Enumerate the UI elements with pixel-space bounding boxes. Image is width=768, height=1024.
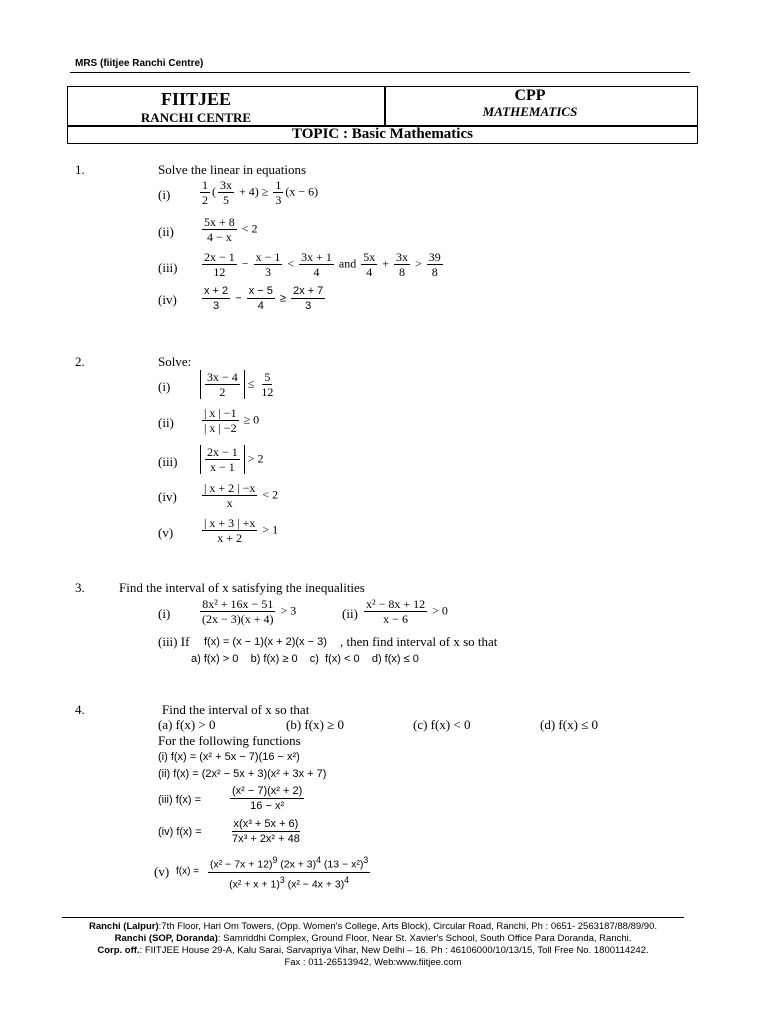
q3-number: 3. <box>75 580 85 595</box>
document-source-line: MRS (fiitjee Ranchi Centre) <box>75 58 204 69</box>
q1-part-iii-label: (iii) <box>158 260 178 275</box>
q4-function-i: (i) f(x) = (x² + 5x − 7)(16 − x²) <box>158 751 300 763</box>
footer-line-corp <box>62 945 684 956</box>
footer-doranda-label: Ranchi (SOP, Doranda) <box>114 933 218 944</box>
footer-lalpur-label: Ranchi (Lalpur) <box>88 921 159 932</box>
q1-part-iii-expression: $\frac{2x - 1}{12}$ − $\frac{x - 1}{3}$ < $\frac{3x + 1}{4}$ and $\frac{5x}{4}$ + $\frac{3x}{8}$ > $\frac{39}{8}$ <box>204 250 441 279</box>
q1-and-word: and <box>338 256 357 271</box>
q3-text: Find the interval of x satisfying the inequalities <box>119 580 365 595</box>
q4-option-b: (b) f(x) ≥ 0 <box>286 717 345 732</box>
q1-text: Solve the linear in equations <box>158 162 307 177</box>
cpp-label: CPP <box>514 87 546 104</box>
q2-text: Solve: <box>158 354 192 369</box>
subject-label: MATHEMATICS <box>482 104 578 119</box>
footer-lalpur-address: :7th Floor, Hari Om Towers, (Opp. Women's College, Arts Block), Circular Road, Ranchi, Ph : 0651- 2563187/88/89/90. <box>158 921 657 932</box>
q2-part-v-label: (v) <box>158 525 174 540</box>
header-rule <box>70 72 690 73</box>
q1-number: 1. <box>75 162 85 177</box>
q1-part-ii-expression: $\frac{5x + 8}{4 - x}$ < 2 <box>204 215 258 244</box>
q4-function-v-fx: f(x) = <box>176 866 200 877</box>
q3-part-i-label: (i) <box>158 606 171 621</box>
q2-part-v-expression: $\frac{| x + 3 | +x}{x + 2}$ > 1 <box>204 516 279 545</box>
q4-number: 4. <box>75 702 85 717</box>
footer-line-lalpur <box>62 921 684 932</box>
footer-rule <box>62 917 684 918</box>
q4-option-d: (d) f(x) ≤ 0 <box>540 717 599 732</box>
q2-number: 2. <box>75 354 85 369</box>
q4-option-c: (c) f(x) < 0 <box>413 717 471 732</box>
title-box-divider-vertical <box>384 87 386 125</box>
centre-name: RANCHI CENTRE <box>140 110 252 125</box>
q2-part-ii-label: (ii) <box>158 415 174 430</box>
q1-part-iv-expression: $\frac{x + 2}{3}$ − $\frac{x - 5}{4}$ ≥ $\frac{2x + 7}{3}$ <box>204 285 324 312</box>
q3-part-iii-tail: , then find interval of x so that <box>340 634 498 649</box>
q4-function-iii-label: (iii) f(x) = <box>158 794 202 806</box>
q2-part-iv-expression: $\frac{| x + 2 | -x}{x}$ < 2 <box>204 481 279 510</box>
footer-line-doranda <box>62 933 684 944</box>
q4-following-text: For the following functions <box>158 733 301 748</box>
q4-function-iii-expression: $\frac{\text{(x² − 7)(x² + 2)}}{\text{16 − x²}}$ <box>232 785 303 812</box>
q3-part-ii-expression: $\frac{\text{x² − 8x + 12}}{x - 6}$ > 0 <box>366 597 448 626</box>
q1-part-ii-label: (ii) <box>158 224 174 239</box>
q4-function-ii: (ii) f(x) = (2x² − 5x + 3)(x² + 3x + 7) <box>158 768 327 780</box>
footer-corp-address: : FIITJEE House 29-A, Kalu Sarai, Sarvapriya Vihar, New Delhi – 16. Ph : 46106000/10/13/15, Toll Free No. 1800114242. <box>139 945 649 956</box>
q2-part-iii-label: (iii) <box>158 454 178 469</box>
q3-part-iii-function: f(x) = (x − 1)(x + 2)(x − 3) <box>204 636 327 648</box>
q1-part-i-expression: $\frac{1}{2}$ ( $\frac{3x}{5}$ + 4) ≥ $\frac{1}{3}$ (x − 6) <box>202 178 319 207</box>
q1-part-i-label: (i) <box>158 187 171 202</box>
topic-title: TOPIC : Basic Mathematics <box>292 126 473 142</box>
footer-doranda-address: : Samriddhi Complex, Ground Floor, Near St. Xavier's School, South Office Para Doranda, Ranchi. <box>217 933 632 944</box>
q2-part-ii-expression: $\frac{| x | -1}{| x | -2}$ ≥ 0 <box>204 406 260 435</box>
q2-part-i-expression: $\frac{3x - 4}{2}$ ≤ $\frac{5}{12}$ <box>200 370 277 399</box>
q3-options: a) f(x) > 0 b) f(x) ≥ 0 c) f(x) < 0 d) f(x) ≤ 0 <box>191 653 419 665</box>
q4-function-iv-expression: $\frac{\text{x(x³ + 5x + 6)}}{\text{7x³ + 2x² + 48}}$ <box>232 818 300 845</box>
footer-corp-label: Corp. off. <box>97 945 140 956</box>
q3-part-iii-lead: (iii) If <box>158 634 190 649</box>
q3-part-ii-label: (ii) <box>342 606 358 621</box>
footer-line-fax: Fax : 011-26513942, Web:www.fiitjee.com <box>284 957 462 968</box>
q2-part-iv-label: (iv) <box>158 489 177 504</box>
q4-function-iv-label: (iv) f(x) = <box>158 826 202 838</box>
q4-function-v-expression: $\frac{(x^2 - 7x + 12)^9 (2x + 3)^4 (13 - x^2)^3}{(x^2 + x + 1)^3 (x^2 - 4x + 3)^4}$ <box>210 855 369 890</box>
q4-function-v-label: (v) <box>154 864 170 879</box>
q4-text: Find the interval of x so that <box>162 702 310 717</box>
q1-part-iv-label: (iv) <box>158 292 177 307</box>
org-name: FIITJEE <box>160 89 232 109</box>
q2-part-i-label: (i) <box>158 379 171 394</box>
q3-part-i-expression: $\frac{\text{8x² + 16x − 51}}{(2x - 3)(x + 4)}$ > 3 <box>202 597 297 626</box>
q4-option-a: (a) f(x) > 0 <box>158 717 216 732</box>
q2-part-iii-expression: $\frac{2x - 1}{x - 1}$ > 2 <box>200 445 264 474</box>
